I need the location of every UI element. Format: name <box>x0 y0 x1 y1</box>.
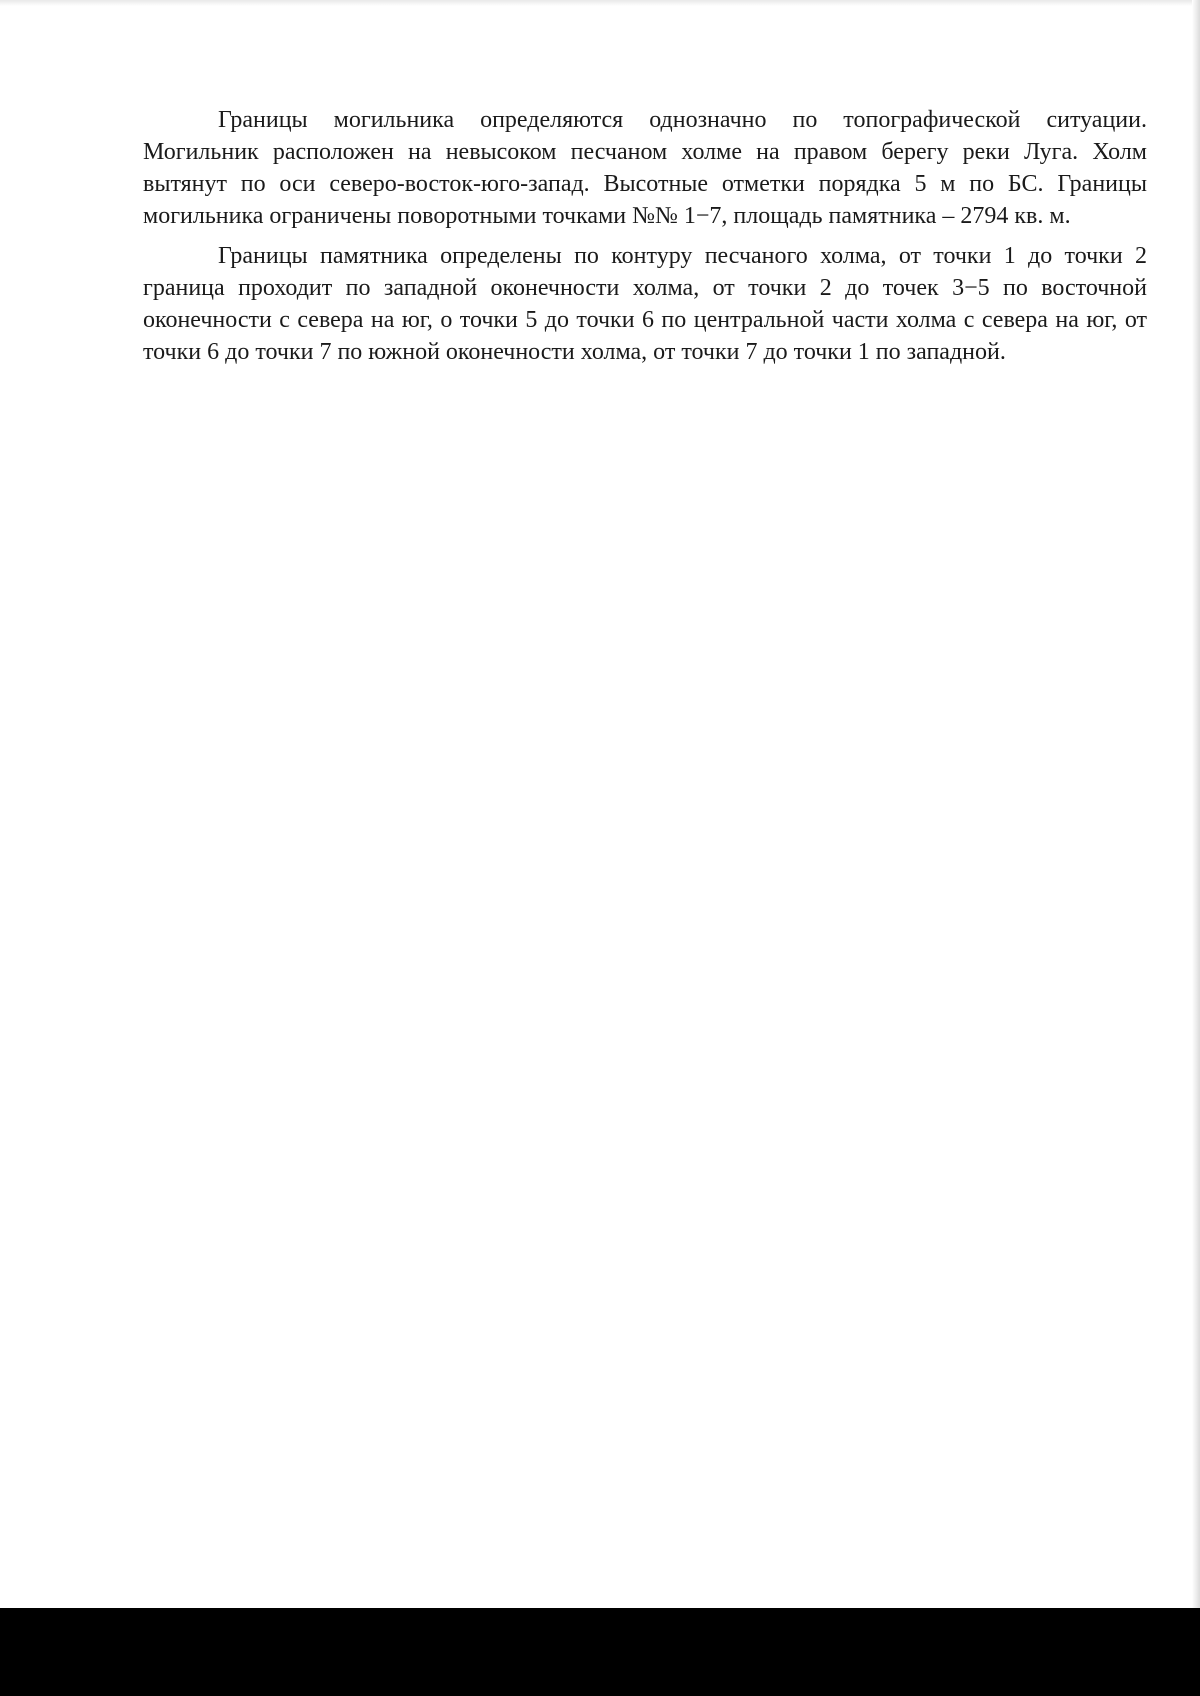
scan-edge-top <box>0 0 1200 6</box>
paragraph-site-boundaries: Границы могильника определяются однозначно по топографической ситуации. Могильник расположен на невысоком песчаном холме на правом берегу реки Луга. Холм вытянут по оси северо-восток-юго-запад. Высотные отметки порядка 5 м по БС. Границы могильника ограничены поворотными точками №№ 1−7, площадь памятника – 2794 кв. м. <box>143 107 1147 229</box>
scan-bottom-border <box>0 1608 1200 1696</box>
document-body <box>143 104 1147 376</box>
scan-edge-right <box>1192 0 1200 1608</box>
paragraph-boundary-points: Границы памятника определены по контуру песчаного холма, от точки 1 до точки 2 граница проходит по западной оконечности холма, от точки 2 до точек 3−5 по восточной оконечности с севера на юг, о точки 5 до точки 6 по центральной части холма с севера на юг, от точки 6 до точки 7 по южной оконечности холма, от точки 7 до точки 1 по западной. <box>143 243 1147 365</box>
